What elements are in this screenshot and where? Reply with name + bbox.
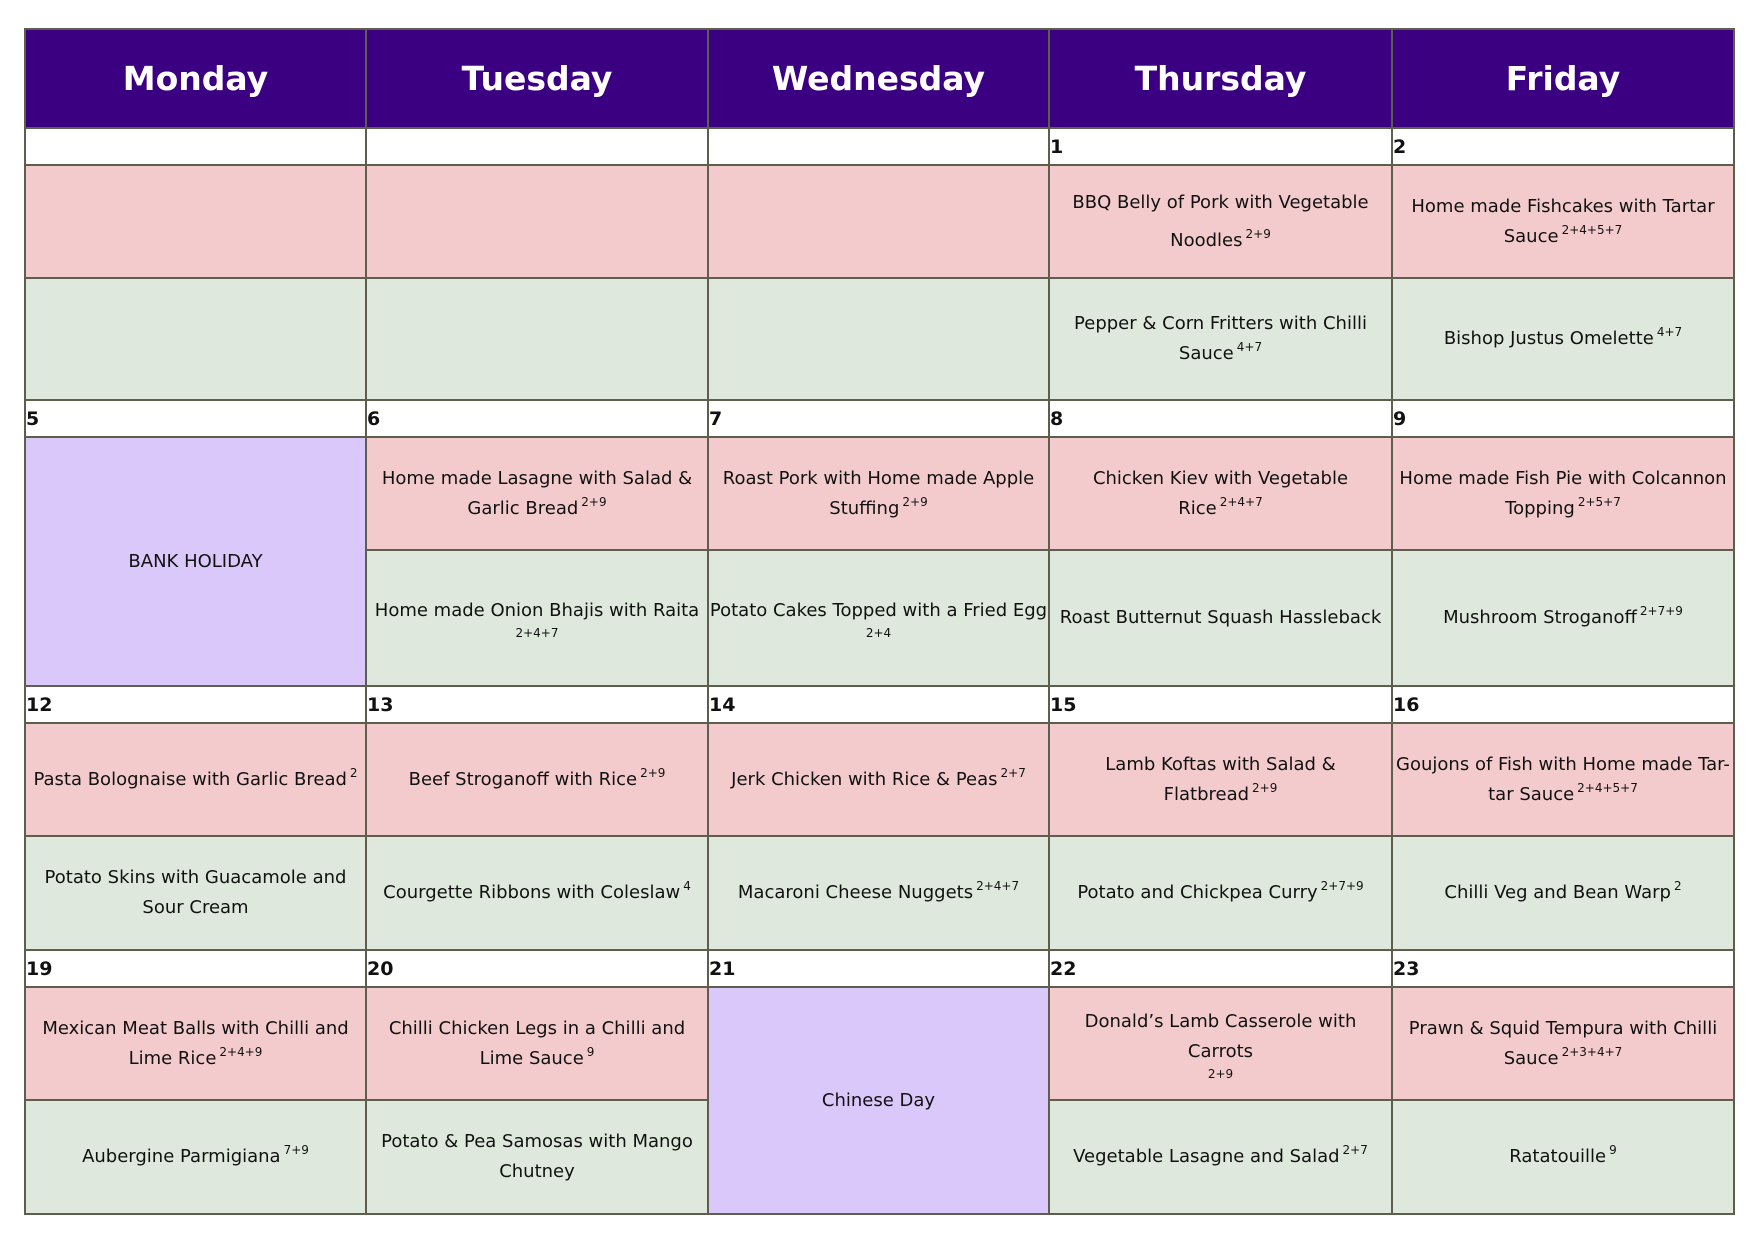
main-course-cell — [1392, 723, 1734, 836]
week-3-main-course-row — [25, 723, 1734, 836]
date-cell: 13 — [366, 686, 708, 723]
dish-name: Roast Pork with Home made Apple Stuffing — [722, 467, 1035, 519]
allergen-codes: 2+4+7 — [976, 879, 1020, 893]
date-cell — [708, 128, 1049, 165]
dish-name: Home made Fishcakes with Tartar Sauce — [1411, 195, 1715, 247]
dish-name: Home made Lasagne with Salad & Garlic Bread — [381, 467, 693, 519]
dish-name: Goujons of Fish with Home made Tar-tar Sauce — [1396, 753, 1730, 805]
dish-name: Potato Skins with Guacamole and Sour Cream — [44, 867, 347, 918]
menu-table — [24, 28, 1735, 1215]
dish-name: Home made Onion Bhajis with Raita — [374, 600, 700, 621]
main-course-cell — [708, 165, 1049, 278]
main-course-cell — [366, 987, 708, 1100]
date-cell: 2 — [1392, 128, 1734, 165]
dish-name: Bishop Justus Omelette — [1443, 328, 1654, 349]
allergen-codes: 2+9 — [902, 494, 928, 509]
week-2-main-course-row — [25, 437, 1734, 550]
week-1-main-course-row — [25, 165, 1734, 278]
vegetarian-cell — [1049, 1100, 1392, 1214]
week-4-main-course-row — [25, 987, 1734, 1100]
dish-name: Chilli Veg and Bean Warp — [1444, 882, 1671, 903]
vegetarian-cell — [25, 278, 366, 400]
main-course-cell — [366, 437, 708, 550]
date-cell: 6 — [366, 400, 708, 437]
main-course-cell — [1392, 437, 1734, 550]
main-course-cell — [1049, 165, 1392, 278]
date-cell: 21 — [708, 950, 1049, 987]
date-cell: 5 — [25, 400, 366, 437]
vegetarian-cell — [1392, 836, 1734, 950]
dish-name: Donald’s Lamb Casserole with Carrots — [1084, 1010, 1357, 1062]
dish-name: Jerk Chicken with Rice & Peas — [731, 768, 998, 790]
allergen-codes: 2+9 — [1245, 226, 1271, 241]
dish-name: Aubergine Parmigiana — [82, 1146, 281, 1167]
dish-name: Beef Stroganoff with Rice — [408, 768, 638, 790]
main-course-cell — [1049, 437, 1392, 550]
dish-name: Home made Fish Pie with Colcannon Topping — [1399, 467, 1727, 519]
main-course-cell — [366, 723, 708, 836]
vegetarian-cell — [1049, 278, 1392, 400]
date-cell: 1 — [1049, 128, 1392, 165]
allergen-codes: 2+4+7 — [515, 626, 559, 640]
vegetarian-cell — [708, 278, 1049, 400]
dish-name: Ratatouille — [1509, 1146, 1607, 1167]
allergen-codes: 2+9 — [1207, 1066, 1234, 1081]
day-header-tuesday: Tuesday — [366, 29, 708, 128]
allergen-codes: 2+7 — [1342, 1143, 1368, 1157]
dish-name: Macaroni Cheese Nuggets — [737, 882, 974, 903]
main-course-cell — [25, 165, 366, 278]
dish-name: Potato & Pea Samosas with Mango Chutney — [381, 1131, 693, 1182]
bank-holiday-cell: BANK HOLIDAY — [25, 437, 366, 686]
dish-name: BBQ Belly of Pork with Vegetable Noodles — [1072, 191, 1369, 251]
date-cell — [25, 128, 366, 165]
vegetarian-cell — [25, 1100, 366, 1214]
date-cell: 19 — [25, 950, 366, 987]
allergen-codes: 2+3+4+7 — [1561, 1044, 1623, 1059]
allergen-codes: 2+9 — [1252, 780, 1278, 795]
vegetarian-cell — [366, 836, 708, 950]
date-cell: 23 — [1392, 950, 1734, 987]
week-3-date-row — [25, 686, 1734, 723]
allergen-codes: 2+7+9 — [1320, 879, 1364, 893]
day-header-thursday: Thursday — [1049, 29, 1392, 128]
allergen-codes: 2 — [1673, 879, 1682, 893]
week-1-vegetarian-row — [25, 278, 1734, 400]
allergen-codes: 7+9 — [283, 1143, 309, 1157]
allergen-codes: 2+4 — [865, 626, 892, 640]
allergen-codes: 9 — [586, 1044, 595, 1059]
chinese-day-cell: Chinese Day — [708, 987, 1049, 1214]
allergen-codes: 9 — [1609, 1143, 1617, 1157]
allergen-codes: 2+4+9 — [219, 1044, 263, 1059]
week-1-date-row — [25, 128, 1734, 165]
dish-name: Lamb Koftas with Salad & Flatbread — [1105, 753, 1336, 805]
vegetarian-cell — [1392, 550, 1734, 686]
week-3-vegetarian-row — [25, 836, 1734, 950]
vegetarian-cell — [366, 550, 708, 686]
main-course-cell — [25, 987, 366, 1100]
day-header-friday: Friday — [1392, 29, 1734, 128]
dish-name: Potato Cakes Topped with a Fried Egg — [709, 600, 1048, 621]
date-cell: 12 — [25, 686, 366, 723]
day-header-wednesday: Wednesday — [708, 29, 1049, 128]
dish-name: Chicken Kiev with Vegetable Rice — [1092, 467, 1349, 519]
allergen-codes: 2+7+9 — [1639, 604, 1683, 618]
vegetarian-cell — [708, 550, 1049, 686]
date-cell: 15 — [1049, 686, 1392, 723]
lunch-menu-calendar — [24, 28, 1733, 1223]
date-cell: 14 — [708, 686, 1049, 723]
date-cell — [366, 128, 708, 165]
vegetarian-cell — [1392, 278, 1734, 400]
week-4-date-row — [25, 950, 1734, 987]
allergen-codes: 2+4+5+7 — [1577, 780, 1638, 795]
allergen-codes: 2+4+5+7 — [1561, 222, 1623, 237]
main-course-cell — [25, 723, 366, 836]
dish-name: Pasta Bolognaise with Garlic Bread — [33, 768, 347, 790]
dish-name: Roast Butternut Squash Hassleback — [1059, 607, 1382, 628]
day-header-row — [25, 29, 1734, 128]
main-course-cell — [1392, 165, 1734, 278]
week-2-date-row — [25, 400, 1734, 437]
main-course-cell — [708, 723, 1049, 836]
date-cell: 9 — [1392, 400, 1734, 437]
vegetarian-cell — [366, 1100, 708, 1214]
allergen-codes: 2+9 — [640, 765, 666, 780]
dish-name: Mexican Meat Balls with Chilli and Lime Rice — [42, 1017, 349, 1069]
allergen-codes: 2+5+7 — [1577, 494, 1621, 509]
main-course-cell — [1392, 987, 1734, 1100]
allergen-codes: 4+7 — [1236, 340, 1263, 354]
allergen-codes: 2+9 — [581, 494, 607, 509]
date-cell: 20 — [366, 950, 708, 987]
date-cell: 7 — [708, 400, 1049, 437]
allergen-codes: 2+7 — [1000, 765, 1026, 780]
allergen-codes: 2+4+7 — [1219, 494, 1263, 509]
main-course-cell — [708, 437, 1049, 550]
vegetarian-cell — [708, 836, 1049, 950]
dish-name: Potato and Chickpea Curry — [1077, 882, 1318, 903]
dish-name: Courgette Ribbons with Coleslaw — [383, 882, 681, 903]
main-course-cell — [366, 165, 708, 278]
main-course-cell — [1049, 723, 1392, 836]
vegetarian-cell — [1049, 550, 1392, 686]
dish-name: Pepper & Corn Fritters with Chilli Sauce — [1074, 313, 1367, 364]
vegetarian-cell — [1392, 1100, 1734, 1214]
allergen-codes: 2 — [349, 765, 358, 780]
allergen-codes: 4 — [683, 879, 691, 893]
allergen-codes: 4+7 — [1656, 325, 1683, 339]
dish-name: Vegetable Lasagne and Salad — [1073, 1146, 1340, 1167]
date-cell: 22 — [1049, 950, 1392, 987]
date-cell: 16 — [1392, 686, 1734, 723]
vegetarian-cell — [366, 278, 708, 400]
day-header-monday: Monday — [25, 29, 366, 128]
main-course-cell — [1049, 987, 1392, 1100]
dish-name: Prawn & Squid Tempura with Chilli Sauce — [1408, 1017, 1718, 1069]
dish-name: Mushroom Stroganoff — [1443, 607, 1637, 628]
dish-name: Chilli Chicken Legs in a Chilli and Lime Sauce — [388, 1017, 686, 1069]
date-cell: 8 — [1049, 400, 1392, 437]
vegetarian-cell — [1049, 836, 1392, 950]
vegetarian-cell — [25, 836, 366, 950]
